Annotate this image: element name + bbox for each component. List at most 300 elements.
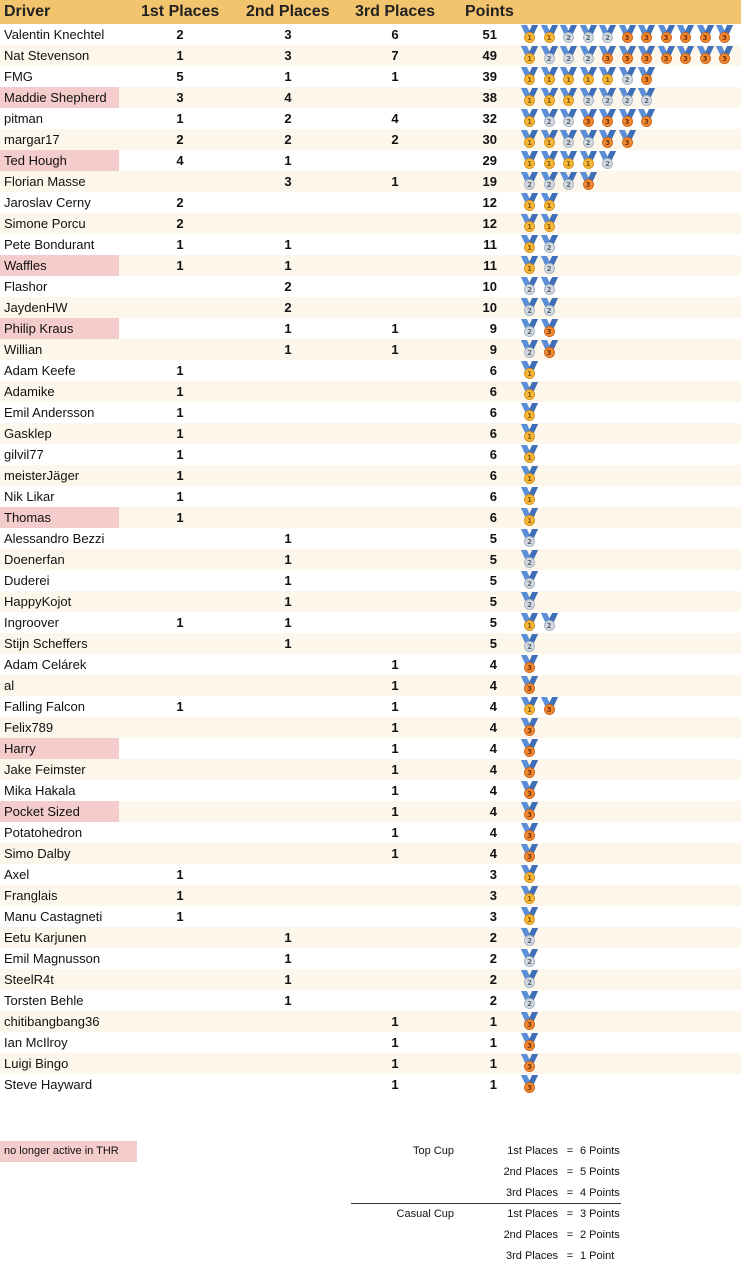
- first-places-count: [168, 318, 192, 339]
- driver-name: Maddie Shepherd: [0, 87, 119, 108]
- points-value: 19: [482, 174, 497, 189]
- gold-medal-icon: [540, 192, 560, 213]
- first-places-count: 1: [176, 426, 184, 441]
- points-value: 51: [482, 27, 497, 42]
- medal-strip: [520, 675, 540, 696]
- table-row: [0, 465, 741, 486]
- medal-disc: 2: [524, 599, 535, 610]
- points-value: 11: [483, 237, 497, 252]
- driver-name: Doenerfan: [4, 552, 65, 567]
- points-value: 12: [482, 195, 497, 210]
- driver-name: gilvil77: [4, 447, 44, 462]
- gold-medal-icon: [598, 66, 618, 87]
- top-cup-points: 6 Points: [580, 1145, 620, 1157]
- driver-name: al: [4, 678, 15, 693]
- medal-strip: [520, 801, 540, 822]
- third-places-count: 1: [391, 699, 399, 714]
- silver-medal-icon: [520, 297, 540, 318]
- medal-strip: [520, 486, 540, 507]
- medal-strip: [520, 780, 540, 801]
- points-value: 4: [489, 762, 497, 777]
- second-places-count: 1: [284, 951, 292, 966]
- medal-strip: [520, 591, 540, 612]
- silver-medal-icon: [520, 528, 540, 549]
- second-places-count: [276, 717, 300, 738]
- bronze-medal-icon: [520, 1074, 540, 1095]
- bronze-medal-icon: [540, 318, 560, 339]
- silver-medal-icon: [520, 339, 540, 360]
- table-row: [0, 486, 741, 507]
- medal-disc: 1: [544, 200, 555, 211]
- third-places-count: 1: [391, 1035, 399, 1050]
- driver-name: JaydenHW: [4, 300, 68, 315]
- medal-disc: 3: [602, 116, 613, 127]
- gold-medal-icon: [520, 108, 540, 129]
- silver-medal-icon: [618, 87, 638, 108]
- gold-medal-icon: [520, 465, 540, 486]
- second-places-count: 1: [284, 993, 292, 1008]
- medal-disc: 1: [524, 368, 535, 379]
- gold-medal-icon: [520, 381, 540, 402]
- bronze-medal-icon: [696, 24, 716, 45]
- gold-medal-icon: [520, 150, 540, 171]
- first-places-count: [168, 843, 192, 864]
- second-places-count: 1: [284, 531, 292, 546]
- points-value: 1: [489, 1077, 497, 1092]
- second-places-count: 1: [284, 237, 292, 252]
- medal-disc: 1: [563, 95, 574, 106]
- medal-strip: [520, 87, 657, 108]
- medal-disc: 3: [524, 809, 535, 820]
- medal-disc: 1: [524, 263, 535, 274]
- medal-strip: [520, 717, 540, 738]
- table-row: [0, 864, 741, 885]
- gold-medal-icon: [520, 885, 540, 906]
- driver-name: Axel: [4, 867, 30, 882]
- points-value: 3: [489, 867, 497, 882]
- second-places-count: [276, 822, 300, 843]
- medal-disc: 3: [700, 32, 711, 43]
- silver-medal-icon: [579, 87, 599, 108]
- silver-medal-icon: [520, 276, 540, 297]
- medal-disc: 3: [524, 725, 535, 736]
- points-value: 4: [489, 846, 497, 861]
- medal-strip: [520, 381, 540, 402]
- driver-name: Luigi Bingo: [4, 1056, 69, 1071]
- medal-strip: [520, 969, 540, 990]
- driver-name: Nik Likar: [4, 489, 55, 504]
- second-places-count: 3: [284, 27, 292, 42]
- first-places-count: [168, 654, 192, 675]
- gold-medal-icon: [520, 612, 540, 633]
- third-places-count: [383, 444, 407, 465]
- driver-name: Philip Kraus: [0, 318, 119, 339]
- medal-disc: 3: [583, 179, 594, 190]
- medal-disc: 2: [583, 32, 594, 43]
- second-places-count: 2: [284, 111, 292, 126]
- first-places-count: [168, 990, 192, 1011]
- table-row: [0, 24, 741, 45]
- medal-disc: 1: [524, 914, 535, 925]
- points-value: 6: [489, 489, 497, 504]
- second-places-count: [276, 906, 300, 927]
- first-places-count: [168, 591, 192, 612]
- first-places-count: 1: [176, 258, 184, 273]
- third-places-count: 1: [391, 174, 399, 189]
- medal-disc: 2: [524, 641, 535, 652]
- third-places-count: 1: [391, 321, 399, 336]
- medal-strip: [520, 927, 540, 948]
- medal-strip: [520, 507, 540, 528]
- points-value: 49: [482, 48, 497, 63]
- silver-medal-icon: [540, 45, 560, 66]
- medal-disc: 3: [719, 53, 730, 64]
- first-places-count: [168, 675, 192, 696]
- silver-medal-icon: [540, 171, 560, 192]
- table-row: [0, 549, 741, 570]
- gold-medal-icon: [579, 150, 599, 171]
- medal-disc: 1: [524, 53, 535, 64]
- driver-name: Eetu Karjunen: [4, 930, 87, 945]
- medal-disc: 2: [583, 137, 594, 148]
- medal-disc: 3: [622, 116, 633, 127]
- first-places-count: [168, 1032, 192, 1053]
- medal-disc: 3: [524, 1082, 535, 1093]
- bronze-medal-icon: [657, 45, 677, 66]
- gold-medal-icon: [520, 360, 540, 381]
- third-places-count: [383, 927, 407, 948]
- second-places-count: 1: [284, 930, 292, 945]
- third-places-count: [383, 360, 407, 381]
- standings-table: [0, 24, 741, 1095]
- medal-disc: 1: [524, 158, 535, 169]
- points-value: 3: [489, 888, 497, 903]
- medal-strip: [520, 213, 559, 234]
- second-places-count: [276, 507, 300, 528]
- medal-disc: 1: [524, 389, 535, 400]
- points-value: 3: [489, 909, 497, 924]
- driver-name: Steve Hayward: [4, 1077, 93, 1092]
- table-row: [0, 822, 741, 843]
- first-places-count: 1: [176, 384, 184, 399]
- gold-medal-icon: [540, 66, 560, 87]
- driver-name: Simone Porcu: [4, 216, 86, 231]
- medal-disc: 3: [544, 326, 555, 337]
- medal-disc: 1: [524, 872, 535, 883]
- table-row: [0, 297, 741, 318]
- driver-name: Nat Stevenson: [4, 48, 90, 63]
- driver-name: Adamike: [4, 384, 55, 399]
- silver-medal-icon: [520, 927, 540, 948]
- medal-strip: [520, 339, 559, 360]
- first-places-count: 2: [176, 216, 184, 231]
- third-places-count: [383, 465, 407, 486]
- medal-strip: [520, 423, 540, 444]
- silver-medal-icon: [540, 255, 560, 276]
- third-places-count: [383, 528, 407, 549]
- second-places-count: [276, 780, 300, 801]
- driver-name: Emil Andersson: [4, 405, 95, 420]
- medal-disc: 1: [524, 95, 535, 106]
- gold-medal-icon: [540, 213, 560, 234]
- third-places-count: 1: [391, 741, 399, 756]
- table-row: [0, 591, 741, 612]
- first-places-count: 1: [176, 111, 184, 126]
- driver-name: Gasklep: [4, 426, 52, 441]
- silver-medal-icon: [520, 549, 540, 570]
- top-cup-place: 3rd Places: [506, 1187, 558, 1199]
- inactive-legend: no longer active in THR: [0, 1141, 137, 1162]
- medal-disc: 2: [544, 620, 555, 631]
- medal-disc: 3: [524, 1040, 535, 1051]
- table-row: [0, 1032, 741, 1053]
- driver-name: Duderei: [4, 573, 50, 588]
- table-row: [0, 1074, 741, 1095]
- casual-cup-eq: =: [566, 1250, 574, 1262]
- medal-disc: 3: [641, 74, 652, 85]
- second-places-count: [276, 444, 300, 465]
- medal-strip: [520, 297, 559, 318]
- third-places-count: 1: [391, 1014, 399, 1029]
- silver-medal-icon: [520, 633, 540, 654]
- silver-medal-icon: [540, 297, 560, 318]
- points-value: 4: [489, 825, 497, 840]
- driver-name: Adam Celárek: [4, 657, 87, 672]
- table-row: [0, 948, 741, 969]
- points-value: 39: [482, 69, 497, 84]
- second-places-count: 2: [284, 132, 292, 147]
- third-places-count: [383, 402, 407, 423]
- second-places-count: 1: [284, 636, 292, 651]
- medal-disc: 1: [563, 158, 574, 169]
- silver-medal-icon: [520, 171, 540, 192]
- first-places-count: 1: [176, 405, 184, 420]
- medal-strip: [520, 276, 559, 297]
- silver-medal-icon: [598, 87, 618, 108]
- bronze-medal-icon: [696, 45, 716, 66]
- first-places-count: 1: [176, 615, 184, 630]
- medal-disc: 1: [524, 473, 535, 484]
- third-places-count: [383, 864, 407, 885]
- bronze-medal-icon: [598, 129, 618, 150]
- gold-medal-icon: [559, 87, 579, 108]
- medal-strip: [520, 66, 657, 87]
- driver-name: Adam Keefe: [4, 363, 76, 378]
- table-row: [0, 234, 741, 255]
- second-places-count: [276, 1011, 300, 1032]
- first-places-count: 2: [176, 27, 184, 42]
- medal-disc: 1: [544, 95, 555, 106]
- bronze-medal-icon: [520, 654, 540, 675]
- table-row: [0, 87, 741, 108]
- silver-medal-icon: [598, 24, 618, 45]
- medal-disc: 2: [544, 116, 555, 127]
- medal-strip: [520, 759, 540, 780]
- third-places-count: [383, 276, 407, 297]
- second-places-count: [276, 465, 300, 486]
- medal-disc: 2: [583, 95, 594, 106]
- second-places-count: 2: [284, 279, 292, 294]
- silver-medal-icon: [520, 969, 540, 990]
- third-places-count: [383, 192, 407, 213]
- table-row: [0, 843, 741, 864]
- points-value: 38: [482, 90, 497, 105]
- second-places-count: [276, 360, 300, 381]
- medal-disc: 3: [661, 32, 672, 43]
- bronze-medal-icon: [637, 45, 657, 66]
- second-places-count: 1: [284, 258, 292, 273]
- table-row: [0, 402, 741, 423]
- top-cup-points: 4 Points: [580, 1187, 620, 1199]
- casual-cup-place: 3rd Places: [506, 1250, 558, 1262]
- medal-disc: 1: [524, 704, 535, 715]
- table-row: [0, 759, 741, 780]
- medal-disc: 2: [544, 179, 555, 190]
- second-places-count: [276, 486, 300, 507]
- medal-strip: [520, 948, 540, 969]
- points-value: 6: [489, 384, 497, 399]
- second-places-count: [276, 696, 300, 717]
- medal-disc: 1: [524, 515, 535, 526]
- medal-strip: [520, 549, 540, 570]
- third-places-count: 1: [391, 342, 399, 357]
- table-row: [0, 1053, 741, 1074]
- second-places-count: [276, 675, 300, 696]
- gold-medal-icon: [520, 696, 540, 717]
- medal-disc: 1: [544, 32, 555, 43]
- medal-disc: 2: [602, 158, 613, 169]
- bronze-medal-icon: [637, 66, 657, 87]
- medal-disc: 2: [583, 53, 594, 64]
- table-row: [0, 612, 741, 633]
- bronze-medal-icon: [676, 45, 696, 66]
- medal-disc: 1: [524, 137, 535, 148]
- driver-name: Thomas: [0, 507, 119, 528]
- medal-disc: 2: [524, 578, 535, 589]
- gold-medal-icon: [520, 255, 540, 276]
- medal-disc: 3: [680, 32, 691, 43]
- top-cup-points: 5 Points: [580, 1166, 620, 1178]
- second-places-count: 1: [284, 573, 292, 588]
- table-row: [0, 318, 741, 339]
- silver-medal-icon: [559, 108, 579, 129]
- casual-cup-eq: =: [566, 1229, 574, 1241]
- driver-name: SteelR4t: [4, 972, 54, 987]
- third-places-count: [383, 612, 407, 633]
- medal-disc: 3: [641, 116, 652, 127]
- medal-disc: 2: [622, 95, 633, 106]
- points-value: 30: [482, 132, 497, 147]
- first-places-count: [168, 948, 192, 969]
- third-places-count: 1: [391, 657, 399, 672]
- points-value: 9: [489, 342, 497, 357]
- third-places-count: [383, 549, 407, 570]
- first-places-count: [168, 759, 192, 780]
- casual-cup-eq: =: [566, 1208, 574, 1220]
- bronze-medal-icon: [579, 108, 599, 129]
- medal-strip: [520, 864, 540, 885]
- bronze-medal-icon: [520, 1011, 540, 1032]
- gold-medal-icon: [579, 66, 599, 87]
- driver-name: Jake Feimster: [4, 762, 86, 777]
- medal-strip: [520, 171, 598, 192]
- medal-disc: 1: [524, 200, 535, 211]
- table-row: [0, 633, 741, 654]
- first-places-count: 1: [176, 909, 184, 924]
- second-places-count: 2: [284, 300, 292, 315]
- third-places-count: 1: [391, 678, 399, 693]
- table-row: [0, 423, 741, 444]
- medal-disc: 3: [602, 137, 613, 148]
- medal-disc: 1: [524, 116, 535, 127]
- first-places-count: 4: [176, 153, 184, 168]
- medal-strip: [520, 444, 540, 465]
- driver-name: Flashor: [4, 279, 48, 294]
- driver-name: chitibangbang36: [4, 1014, 100, 1029]
- medal-disc: 1: [524, 221, 535, 232]
- medal-disc: 2: [524, 935, 535, 946]
- third-places-count: 1: [391, 783, 399, 798]
- gold-medal-icon: [520, 24, 540, 45]
- bronze-medal-icon: [520, 1032, 540, 1053]
- top-cup-eq: =: [566, 1166, 574, 1178]
- table-row: [0, 339, 741, 360]
- medal-strip: [520, 612, 559, 633]
- second-places-count: [276, 423, 300, 444]
- medal-disc: 2: [524, 977, 535, 988]
- header-driver: Driver: [4, 3, 51, 20]
- third-places-count: 1: [391, 762, 399, 777]
- medal-strip: [520, 654, 540, 675]
- medal-disc: 1: [524, 431, 535, 442]
- points-value: 4: [489, 657, 497, 672]
- gold-medal-icon: [540, 150, 560, 171]
- bronze-medal-icon: [598, 108, 618, 129]
- third-places-count: 1: [391, 846, 399, 861]
- second-places-count: 1: [284, 972, 292, 987]
- first-places-count: 1: [176, 699, 184, 714]
- table-row: [0, 255, 741, 276]
- medal-strip: [520, 1074, 540, 1095]
- driver-name: FMG: [4, 69, 33, 84]
- bronze-medal-icon: [540, 696, 560, 717]
- bronze-medal-icon: [657, 24, 677, 45]
- driver-name: HappyKojot: [4, 594, 72, 609]
- header-third-places: 3rd Places: [355, 3, 436, 20]
- bronze-medal-icon: [520, 759, 540, 780]
- table-row: [0, 150, 741, 171]
- third-places-count: 1: [391, 1077, 399, 1092]
- bronze-medal-icon: [520, 843, 540, 864]
- medal-disc: 1: [524, 242, 535, 253]
- driver-name: Franglais: [4, 888, 58, 903]
- first-places-count: [168, 738, 192, 759]
- table-header: [0, 0, 741, 24]
- medal-strip: [520, 570, 540, 591]
- driver-name: meisterJäger: [4, 468, 80, 483]
- first-places-count: [168, 339, 192, 360]
- table-row: [0, 276, 741, 297]
- medal-strip: [520, 843, 540, 864]
- bronze-medal-icon: [618, 45, 638, 66]
- points-value: 6: [489, 468, 497, 483]
- third-places-count: [383, 591, 407, 612]
- medal-disc: 1: [583, 158, 594, 169]
- driver-name: Willian: [4, 342, 43, 357]
- second-places-count: [276, 1074, 300, 1095]
- first-places-count: 1: [176, 867, 184, 882]
- header-points: Points: [465, 3, 514, 20]
